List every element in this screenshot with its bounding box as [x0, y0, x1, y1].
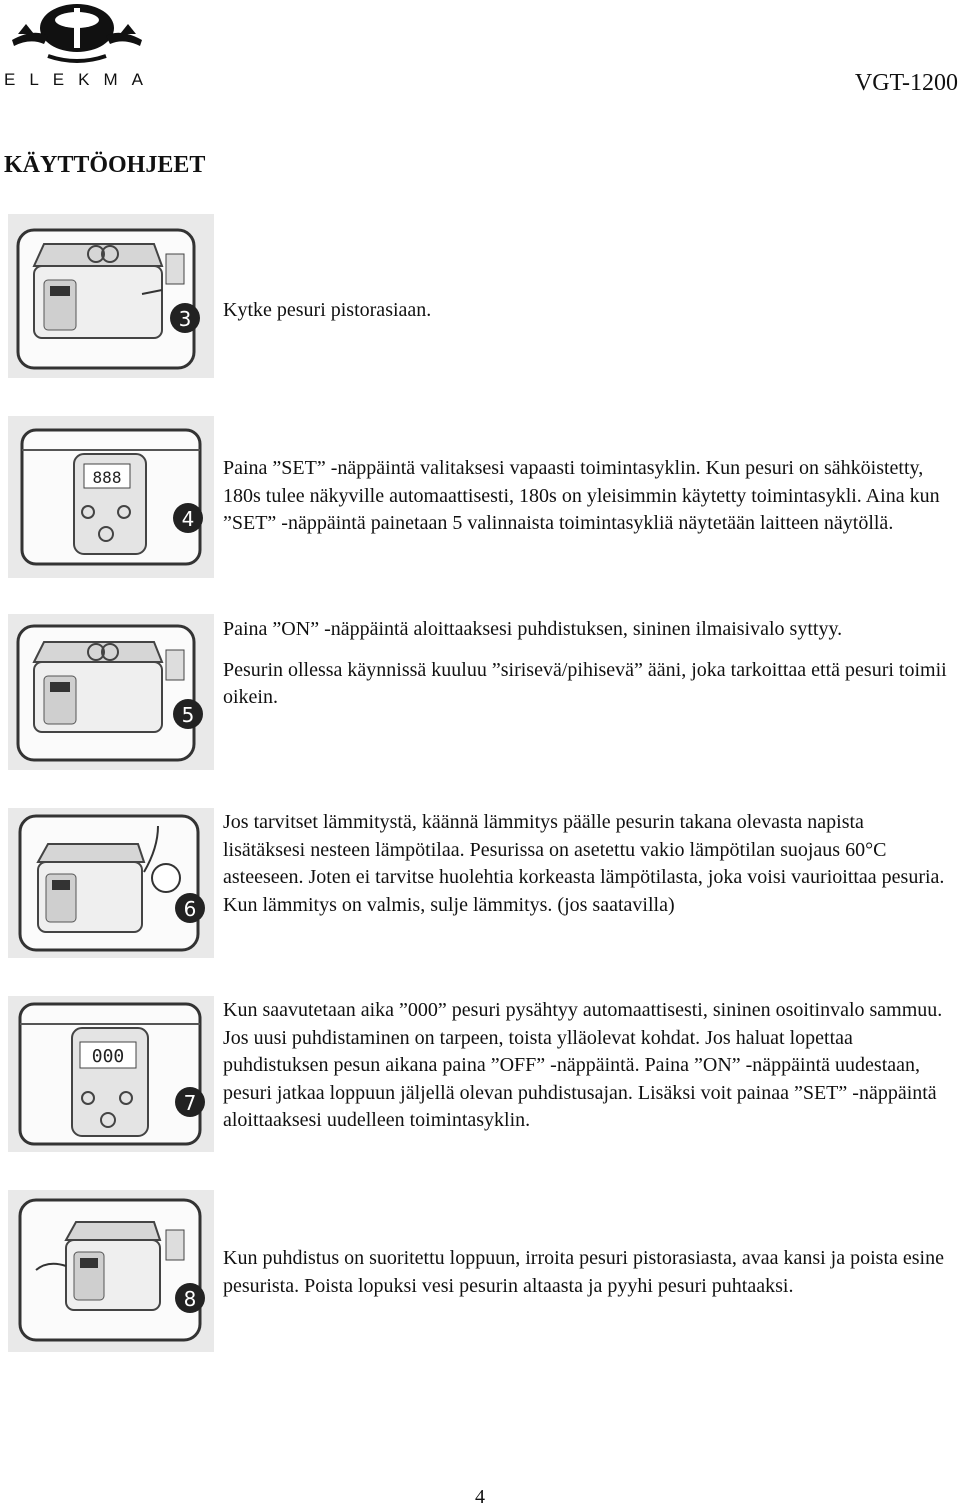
step-6-text — [223, 809, 948, 919]
step-5-paragraph-2: Pesurin ollessa käynnissä kuuluu ”sirisevä/pihisevä” ääni, joka tarkoittaa että pesuri toimii oikein. — [223, 658, 947, 708]
model-number: VGT-1200 — [854, 70, 958, 96]
step-5-text — [223, 616, 948, 712]
step-3-figure — [8, 214, 214, 378]
step-8-figure — [8, 1190, 214, 1352]
page-title: KÄYTTÖOHJEET — [4, 152, 206, 178]
step-6-figure — [8, 808, 214, 958]
step-6-paragraph: Jos tarvitset lämmitystä, käännä lämmitys päälle pesurin takana olevasta napista lisätäksesi nesteen lämpötilaa. Pesurissa on asetettu vakio lämpötilan suojaus 60°C asteeseen. Joten ei tarvitse huolehtia korkeasta lämpötilasta, joka voisi vaurioittaa pesuria. Kun lämmitys on valmis, sulje lämmitys. (jos saatavilla) — [223, 811, 945, 916]
step-4-text — [223, 455, 948, 538]
step-8-text — [223, 1245, 948, 1300]
step-number-badge: 8 — [183, 1287, 197, 1311]
step-7-figure — [8, 996, 214, 1152]
display-readout: 000 — [91, 1046, 125, 1067]
logo-emblem-icon — [4, 0, 154, 70]
step-7-text — [223, 997, 948, 1135]
page-number: 4 — [475, 1486, 485, 1508]
step-8-paragraph: Kun puhdistus on suoritettu loppuun, irroita pesuri pistorasiasta, avaa kansi ja poista esine pesurista. Poista lopuksi vesi pesurin altaasta ja pyyhi pesuri puhtaaksi. — [223, 1247, 944, 1297]
display-readout: 888 — [92, 468, 122, 487]
step-3-text — [223, 297, 948, 325]
step-5-paragraph-1: Paina ”ON” -näppäintä aloittaaksesi puhdistuksen, sininen ilmaisivalo syttyy. — [223, 618, 843, 640]
step-4-figure — [8, 416, 214, 578]
step-3-paragraph: Kytke pesuri pistorasiaan. — [223, 299, 432, 321]
step-number-badge: 6 — [183, 897, 197, 921]
step-number-badge: 4 — [181, 507, 195, 531]
step-7-paragraph: Kun saavutetaan aika ”000” pesuri pysähtyy automaattisesti, sininen osoitinvalo sammuu. Jos uusi puhdistaminen on tarpeen, toista ylläolevat kohdat. Jos haluat lopettaa puhdistuksen pesun aikana paina ”OFF” -näppäintä. Paina ”ON” -näppäintä uudestaan, pesuri jatkaa loppuun jäljellä olevan puhdistusajan. Lisäksi voit painaa ”SET” -näppäintä aloittaaksesi uudelleen toimintasyklin. — [223, 999, 943, 1131]
step-number-badge: 7 — [183, 1091, 197, 1115]
brand-name: ELEKMA — [4, 70, 157, 89]
step-number-badge: 3 — [178, 307, 192, 331]
step-5-figure — [8, 614, 214, 770]
step-number-badge: 5 — [181, 703, 195, 727]
step-4-paragraph: Paina ”SET” -näppäintä valitaksesi vapaasti toimintasyklin. Kun pesuri on sähköistetty, 180s tulee näkyville automaattisesti, 180s on yleisimmin käytetty toimintasykli. Aina kun ”SET” -näppäintä painetaan 5 valinnaista toimintasykliä näytetään laitteen näytöllä. — [223, 457, 940, 534]
